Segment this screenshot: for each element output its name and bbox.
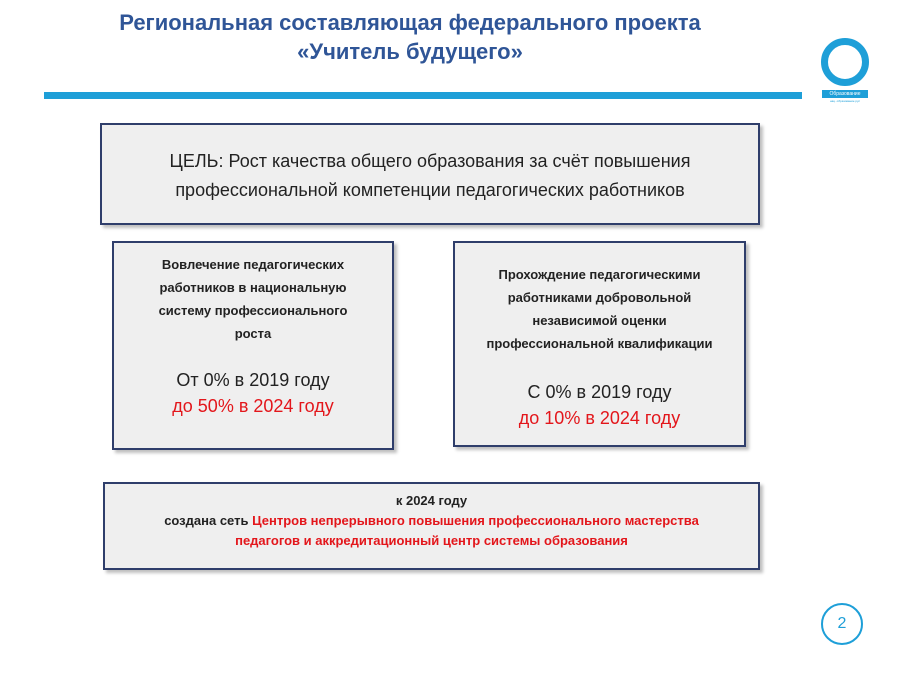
assessment-card	[453, 241, 746, 447]
network-line2	[105, 511, 758, 531]
ring-logo-icon	[821, 38, 869, 86]
assessment-values	[455, 379, 744, 431]
goal-line2: профессиональной компетенции педагогических работников	[175, 180, 685, 200]
involvement-card-title	[114, 253, 392, 345]
assessment-title-line: профессиональной квалификации	[486, 336, 713, 351]
assessment-title-line: независимой оценки	[532, 313, 667, 328]
network-line2-prefix: создана сеть	[164, 513, 253, 528]
logo	[818, 38, 870, 108]
assessment-title-line: работниками добровольной	[507, 290, 692, 305]
assessment-title-line: Прохождение педагогическими	[498, 267, 701, 282]
assessment-from: С 0% в 2019 году	[527, 382, 672, 402]
involvement-to: до 50% в 2024 году	[172, 396, 334, 416]
slide-title-line1: Региональная составляющая федерального проекта	[119, 10, 701, 35]
logo-tag: Образование	[822, 90, 868, 98]
involvement-title-line: работников в национальную	[159, 280, 347, 295]
goal-box	[100, 123, 760, 225]
goal-line1: ЦЕЛЬ: Рост качества общего образования за счёт повышения	[169, 151, 691, 171]
assessment-to: до 10% в 2024 году	[518, 408, 681, 428]
title-divider	[44, 92, 802, 99]
slide-title	[40, 8, 780, 66]
involvement-values	[114, 367, 392, 419]
involvement-title-line: систему профессионального	[158, 303, 348, 318]
network-line1: к 2024 году	[395, 493, 468, 508]
logo-subtext: нац. образование рус	[829, 99, 861, 103]
network-line3: педагогов и аккредитационный центр системы образования	[235, 533, 628, 548]
involvement-card	[112, 241, 394, 450]
network-box	[103, 482, 760, 570]
involvement-from: От 0% в 2019 году	[176, 370, 330, 390]
network-line2-highlight: Центров непрерывного повышения профессионального мастерства	[252, 513, 699, 528]
involvement-title-line: роста	[234, 326, 272, 341]
assessment-card-title	[455, 263, 744, 355]
involvement-title-line: Вовлечение педагогических	[161, 257, 345, 272]
slide-title-line2: «Учитель будущего»	[297, 39, 523, 64]
page-number: 2	[821, 603, 863, 645]
